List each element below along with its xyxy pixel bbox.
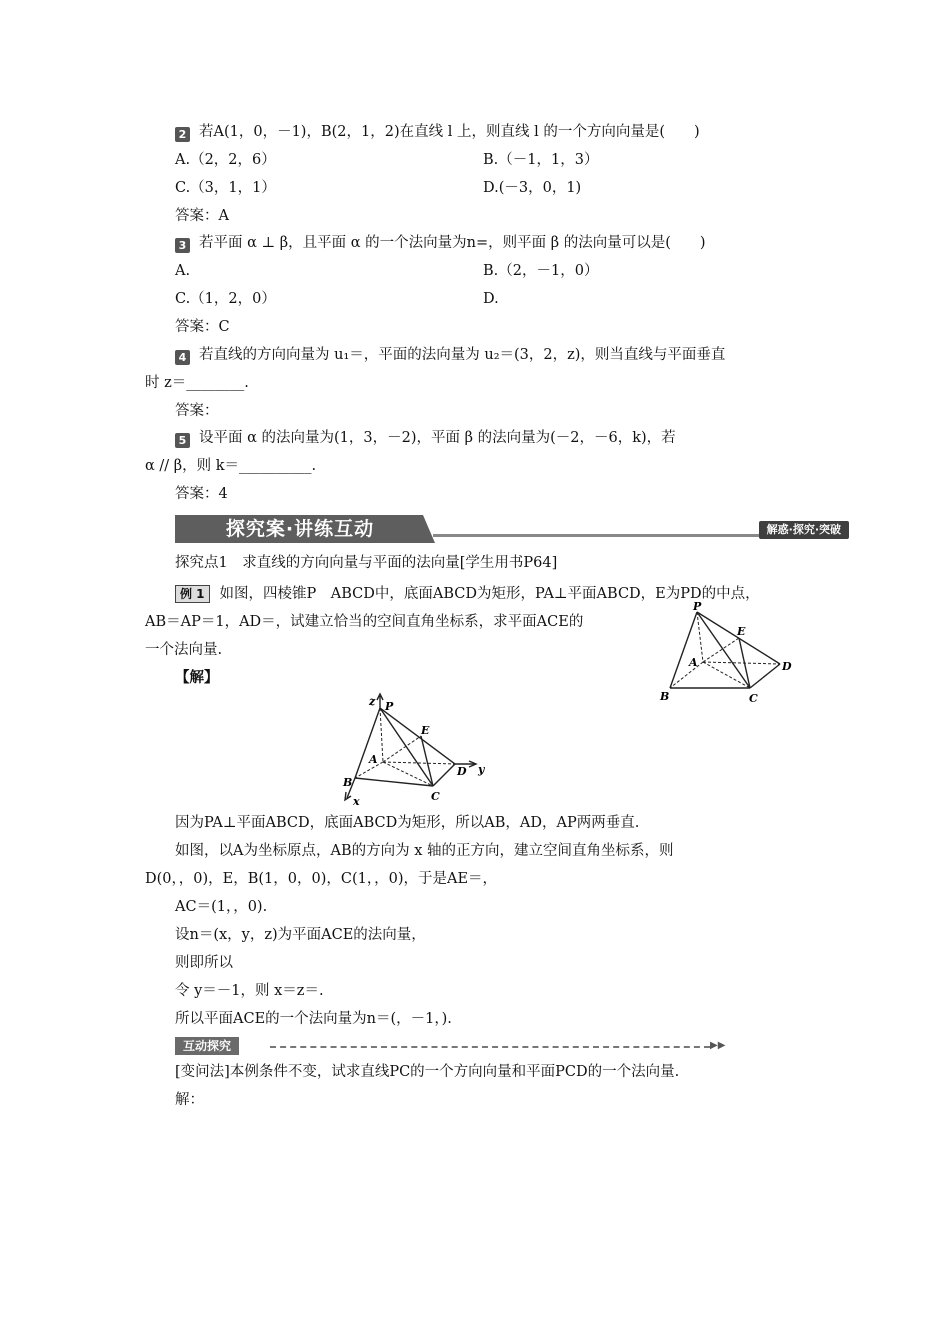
q2-stem: 2 若A(1，0，－1)，B(2，1，2)在直线 l 上，则直线 l 的一个方向向量是( ) [175, 122, 700, 142]
q2-option-b: B.（－1，1，3） [483, 152, 599, 168]
section-banner [175, 515, 849, 543]
q3-answer: 答案：C [175, 319, 230, 335]
fig2-label-x: x [353, 795, 360, 808]
q2-option-a: A.（2，2，6） [175, 152, 276, 168]
example-line-3: 一个法向量. [145, 642, 223, 658]
fig2-label-z: z [369, 695, 376, 708]
solution-line-3: D(0，，0)，E，B(1，0，0)，C(1，，0)，于是AE＝， [145, 871, 498, 887]
q3-option-a: A. [175, 263, 191, 279]
q2-option-d: D.(－3，0，1) [483, 180, 582, 196]
fig2-label-c: C [431, 790, 440, 803]
q5-stem: 5 设平面 α 的法向量为(1，3，－2)，平面 β 的法向量为(－2，－6，k)，若 [175, 428, 676, 448]
solution-line-1: 因为PA⊥平面ABCD，底面ABCD为矩形，所以AB，AD，AP两两垂直. [175, 815, 640, 831]
q3-number: 3 [175, 238, 190, 253]
fig2-label-e: E [421, 724, 430, 737]
fig2-label-a: A [369, 753, 378, 766]
fig2-label-b: B [343, 776, 353, 789]
q3-option-b: B.（2，－1，0） [483, 263, 599, 279]
q4-stem: 4 若直线的方向向量为 u₁＝，平面的法向量为 u₂＝(3，2，z)，则当直线与平面垂直 [175, 345, 725, 365]
interactive-tag: 互动探究 [175, 1037, 239, 1055]
q3-option-c: C.（1，2，0） [175, 291, 276, 307]
q4-stem-cont: 时 z＝________. [145, 375, 249, 391]
solution-line-6: 则即所以 [175, 955, 233, 971]
q2-option-c: C.（3，1，1） [175, 180, 276, 196]
pyramid-figure [655, 600, 805, 710]
q5-number: 5 [175, 433, 190, 448]
example-line-2: AB＝AP＝1，AD＝，试建立恰当的空间直角坐标系，求平面ACE的 [145, 614, 584, 630]
fig2-label-d: D [457, 765, 467, 778]
fig1-label-e: E [737, 625, 746, 638]
interactive-text: [变问法]本例条件不变，试求直线PC的一个方向向量和平面PCD的一个法向量. [175, 1064, 680, 1080]
solution-line-8: 所以平面ACE的一个法向量为n＝(，－1，). [175, 1011, 452, 1027]
q5-stem-cont: α // β，则 k＝__________. [145, 458, 317, 474]
fig1-label-b: B [660, 690, 670, 703]
interactive-solve: 解： [175, 1092, 204, 1108]
example-line-1: 例 1 如图，四棱锥P ABCD中，底面ABCD为矩形，PA⊥平面ABCD，E为PD的中点， [175, 584, 760, 604]
solution-line-5: 设n＝(x，y，z)为平面ACE的法向量， [175, 927, 426, 943]
fig1-label-p: P [693, 600, 702, 613]
fig1-label-c: C [749, 692, 758, 705]
fig1-label-d: D [782, 660, 792, 673]
banner-tag: 解惑·探究·突破 [759, 521, 849, 539]
q4-number: 4 [175, 350, 190, 365]
solution-line-7: 令 y＝－1，则 x＝z＝. [175, 983, 324, 999]
solve-label: 【解】 [175, 669, 219, 686]
q4-answer: 答案： [175, 403, 219, 419]
q2-number: 2 [175, 127, 190, 142]
example-tag: 例 1 [175, 585, 210, 603]
interactive-header [175, 1037, 726, 1057]
coordinate-figure [335, 690, 495, 808]
solution-line-4: AC＝(1，，0). [175, 899, 268, 915]
fig1-label-a: A [689, 656, 698, 669]
q3-stem: 3 若平面 α ⊥ β，且平面 α 的一个法向量为n=，则平面 β 的法向量可以是( ) [175, 233, 706, 253]
arrow-icon: ▶▶ [710, 1040, 726, 1051]
q3-option-d: D. [483, 291, 499, 307]
section-title: 探究点1 求直线的方向向量与平面的法向量[学生用书P64] [175, 555, 558, 571]
fig2-label-p: P [385, 700, 394, 713]
q5-answer: 答案：4 [175, 486, 228, 502]
q2-answer: 答案：A [175, 208, 229, 224]
solution-line-2: 如图，以A为坐标原点，AB的方向为 x 轴的正方向，建立空间直角坐标系，则 [175, 843, 674, 859]
banner-title: 探究案·讲练互动 [225, 518, 375, 540]
fig2-label-y: y [478, 763, 485, 776]
